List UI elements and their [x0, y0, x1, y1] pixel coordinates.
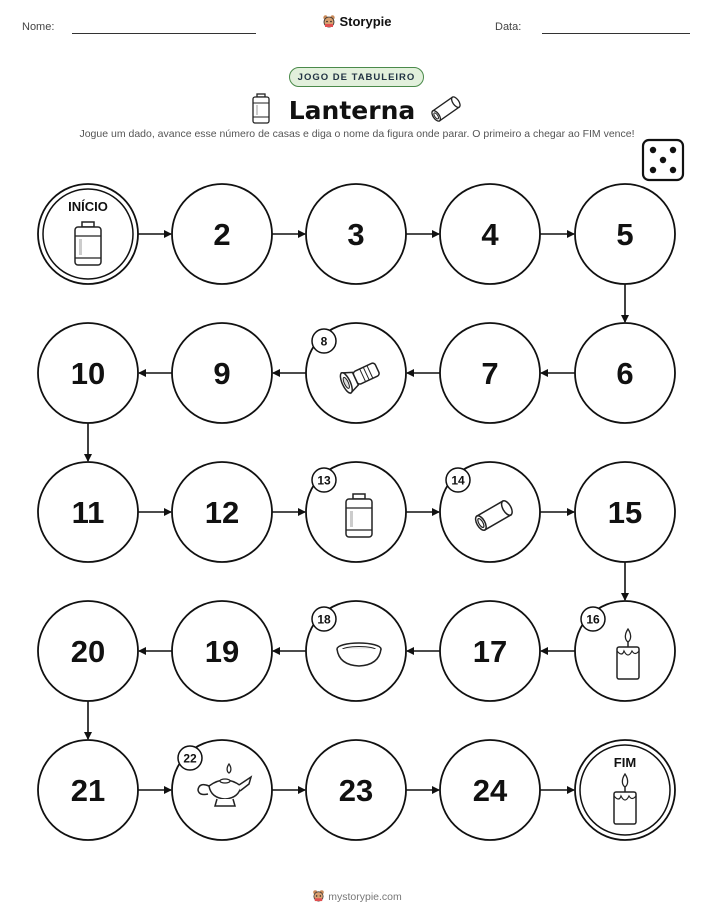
- space-number-badge: 16: [586, 612, 600, 627]
- footer-site: mystorypie.com: [328, 890, 402, 903]
- dice-icon: [643, 140, 683, 180]
- space-number-badge: 18: [317, 612, 331, 627]
- board-space: [306, 323, 406, 423]
- space-number: 10: [70, 356, 106, 391]
- battery-icon: [75, 222, 101, 265]
- instructions: Jogue um dado, avance esse número de casas e diga o nome da figura onde parar. O primeiro a chegar ao FIM vence!: [79, 128, 635, 140]
- space-number: 23: [338, 773, 374, 808]
- board-space: [172, 462, 272, 562]
- space-number-badge: 14: [451, 473, 465, 488]
- space-number: 19: [204, 634, 240, 669]
- board-space: [172, 740, 272, 840]
- title-text: Lanterna: [288, 96, 416, 125]
- space-number: 9: [213, 356, 231, 391]
- brand-name: Storypie: [339, 14, 392, 29]
- space-number: 7: [481, 356, 499, 391]
- battery-icon: [346, 494, 372, 537]
- board-space: [575, 184, 675, 284]
- end-label: FIM: [613, 755, 637, 770]
- space-number: 2: [213, 217, 231, 252]
- name-label: Nome:: [22, 21, 55, 33]
- space-number: 15: [607, 495, 643, 530]
- space-number: 17: [472, 634, 508, 669]
- board-space: [172, 601, 272, 701]
- space-number: 3: [347, 217, 365, 252]
- board-space: [575, 601, 675, 701]
- board-space: [306, 462, 406, 562]
- board-space: [440, 323, 540, 423]
- board-space: [440, 184, 540, 284]
- board-space: [38, 323, 138, 423]
- board-space: [306, 740, 406, 840]
- start-space: [38, 184, 138, 284]
- space-number: 24: [472, 773, 508, 808]
- board-space: [38, 740, 138, 840]
- board-space: [172, 323, 272, 423]
- space-number: 21: [70, 773, 106, 808]
- space-number: 20: [70, 634, 106, 669]
- board-space: [38, 601, 138, 701]
- board-space: [306, 184, 406, 284]
- board-space: [306, 601, 406, 701]
- board-space: [440, 462, 540, 562]
- board-space: [38, 462, 138, 562]
- start-label: INÍCIO: [68, 199, 108, 214]
- date-label: Data:: [495, 21, 522, 33]
- space-number: 5: [616, 217, 634, 252]
- board-space: [172, 184, 272, 284]
- space-number-badge: 22: [183, 751, 197, 766]
- board-space: [575, 323, 675, 423]
- space-number: 4: [481, 217, 499, 252]
- footer: [0, 889, 714, 905]
- space-number-badge: 13: [317, 473, 331, 488]
- space-number: 6: [616, 356, 634, 391]
- board-space: [440, 601, 540, 701]
- board-space: [575, 462, 675, 562]
- footer-bear-icon: [312, 889, 325, 905]
- board-space: [440, 740, 540, 840]
- space-number: 12: [204, 495, 240, 530]
- game-type-badge: JOGO DE TABULEIRO: [289, 67, 424, 87]
- end-space: [575, 740, 675, 840]
- space-number: 11: [71, 495, 105, 530]
- space-number-badge: 8: [320, 334, 328, 349]
